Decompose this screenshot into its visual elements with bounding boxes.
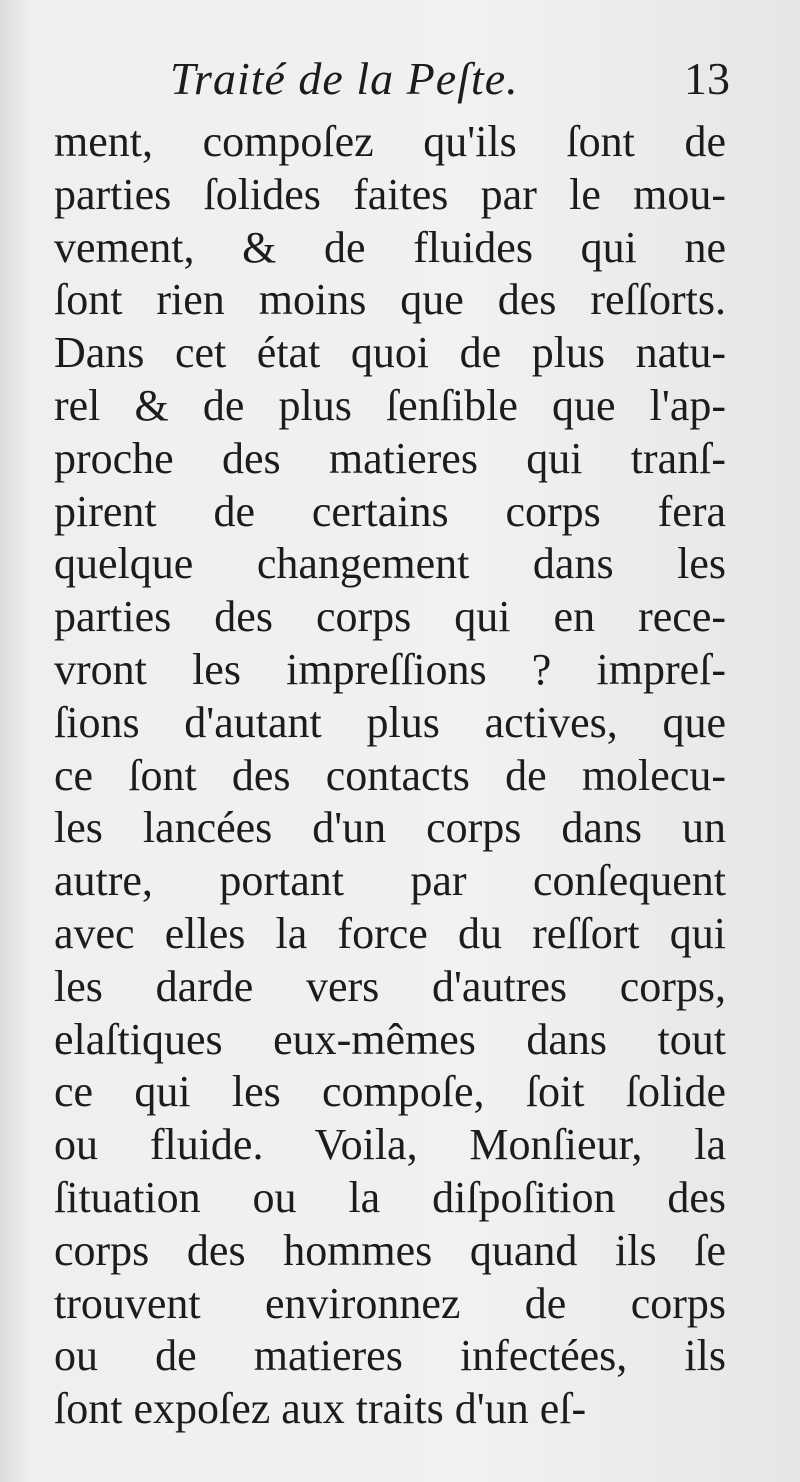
text-line: ce qui les compoſe, ſoit ſolide	[54, 1067, 726, 1117]
text-line: vront les impreſſions ? impreſ-	[54, 644, 726, 694]
text-line: avec elles la force du reſſort qui	[54, 908, 726, 958]
text-line: Dans cet état quoi de plus natu-	[54, 328, 726, 378]
text-line: ment, compoſez qu'ils ſont de	[54, 117, 726, 166]
running-title: Traité de la Peſte.	[170, 53, 519, 104]
text-line: ce ſont des contacts de molecu-	[54, 750, 726, 800]
text-line: les lancées d'un corps dans un	[54, 803, 726, 853]
text-line: parties des corps qui en rece-	[54, 592, 726, 642]
text-line: vement, & de fluides qui ne	[54, 222, 726, 272]
text-line: autre, portant par conſequent	[54, 856, 726, 906]
text-line: quelque changement dans les	[54, 539, 726, 589]
text-line: pirent de certains corps fera	[54, 486, 726, 536]
text-line: elaſtiques eux-mêmes dans tout	[54, 1014, 726, 1064]
text-line: ou de matieres infectées, ils	[54, 1331, 726, 1381]
text-line: ſituation ou la diſpoſition des	[54, 1172, 726, 1222]
text-line: trouvent environnez de corps	[54, 1278, 726, 1328]
text-line: ou fluide. Voila, Monſieur, la	[54, 1120, 726, 1170]
text-line: rel & de plus ſenſible que l'ap-	[54, 380, 726, 430]
page-number: 13	[684, 53, 730, 104]
text-line: ſont rien moins que des reſſorts.	[54, 275, 726, 325]
text-line: ſont expoſez aux traits d'un eſ-	[54, 1384, 587, 1434]
text-line: les darde vers d'autres corps,	[54, 961, 726, 1011]
text-line: corps des hommes quand ils ſe	[54, 1225, 726, 1275]
page-header	[60, 52, 730, 122]
text-line: proche des matieres qui tranſ-	[54, 433, 726, 483]
body-text	[54, 116, 726, 1436]
text-line: parties ſolides faites par le mou-	[54, 169, 726, 219]
text-line: ſions d'autant plus actives, que	[54, 697, 726, 747]
